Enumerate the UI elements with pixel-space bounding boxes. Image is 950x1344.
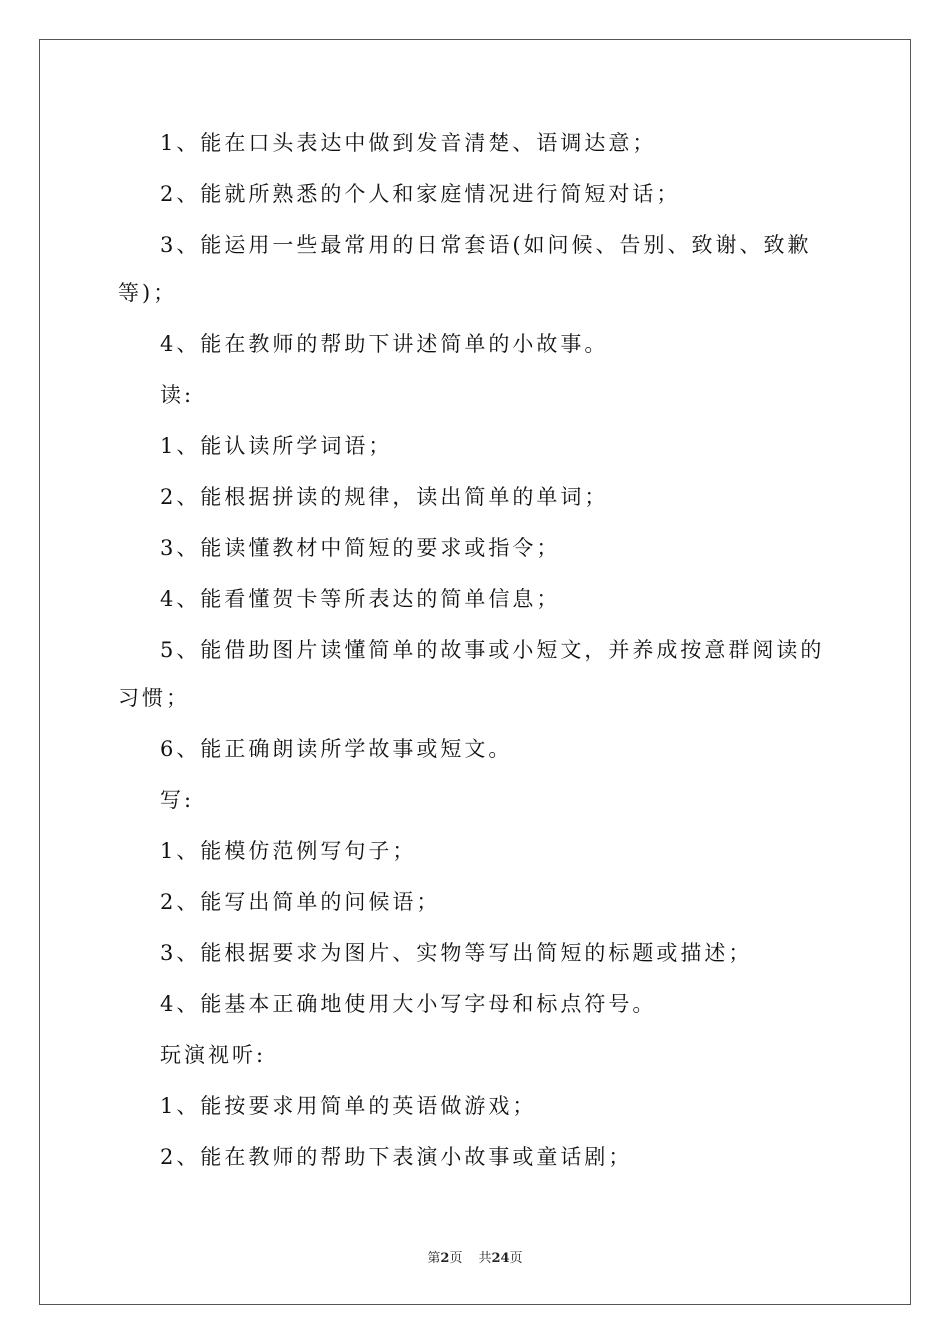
paragraph: 2、能根据拼读的规律，读出简单的单词； [160,485,609,509]
document-body [118,128,838,1193]
paragraph: 2、能写出简单的问候语； [160,890,441,914]
paragraph: 6、能正确朗读所学故事或短文。 [160,737,513,761]
section-heading-write: 写: [160,788,195,812]
paragraph: 3、能根据要求为图片、实物等写出简短的标题或描述； [160,941,753,965]
page-suffix: 页 [449,1251,463,1266]
paragraph: 4、能在教师的帮助下讲述简单的小故事。 [160,332,609,356]
paragraph: 1、能按要求用简单的英语做游戏； [160,1094,537,1118]
page-prefix: 第 [427,1251,441,1266]
page-footer [0,1247,950,1266]
section-heading-play: 玩演视听: [160,1043,267,1067]
section-heading-read: 读: [160,383,195,407]
paragraph: 3、能读懂教材中简短的要求或指令； [160,536,561,560]
paragraph: 4、能基本正确地使用大小写字母和标点符号。 [160,992,657,1016]
paragraph: 4、能看懂贺卡等所表达的简单信息； [160,587,561,611]
paragraph: 2、能就所熟悉的个人和家庭情况进行简短对话； [160,182,681,206]
total-prefix: 共 [478,1251,492,1266]
paragraph: 1、能在口头表达中做到发音清楚、语调达意； [160,131,657,155]
paragraph: 1、能认读所学词语； [160,434,393,458]
total-suffix: 页 [509,1251,523,1266]
paragraph: 2、能在教师的帮助下表演小故事或童话剧； [160,1145,633,1169]
total-pages: 24 [491,1251,510,1266]
paragraph: 1、能模仿范例写句子； [160,839,417,863]
paragraph: 3、能运用一些最常用的日常套语(如问候、告别、致谢、致歉等)； [118,233,812,305]
page-number: 2 [440,1251,450,1266]
paragraph: 5、能借助图片读懂简单的故事或小短文，并养成按意群阅读的习惯； [118,638,825,710]
